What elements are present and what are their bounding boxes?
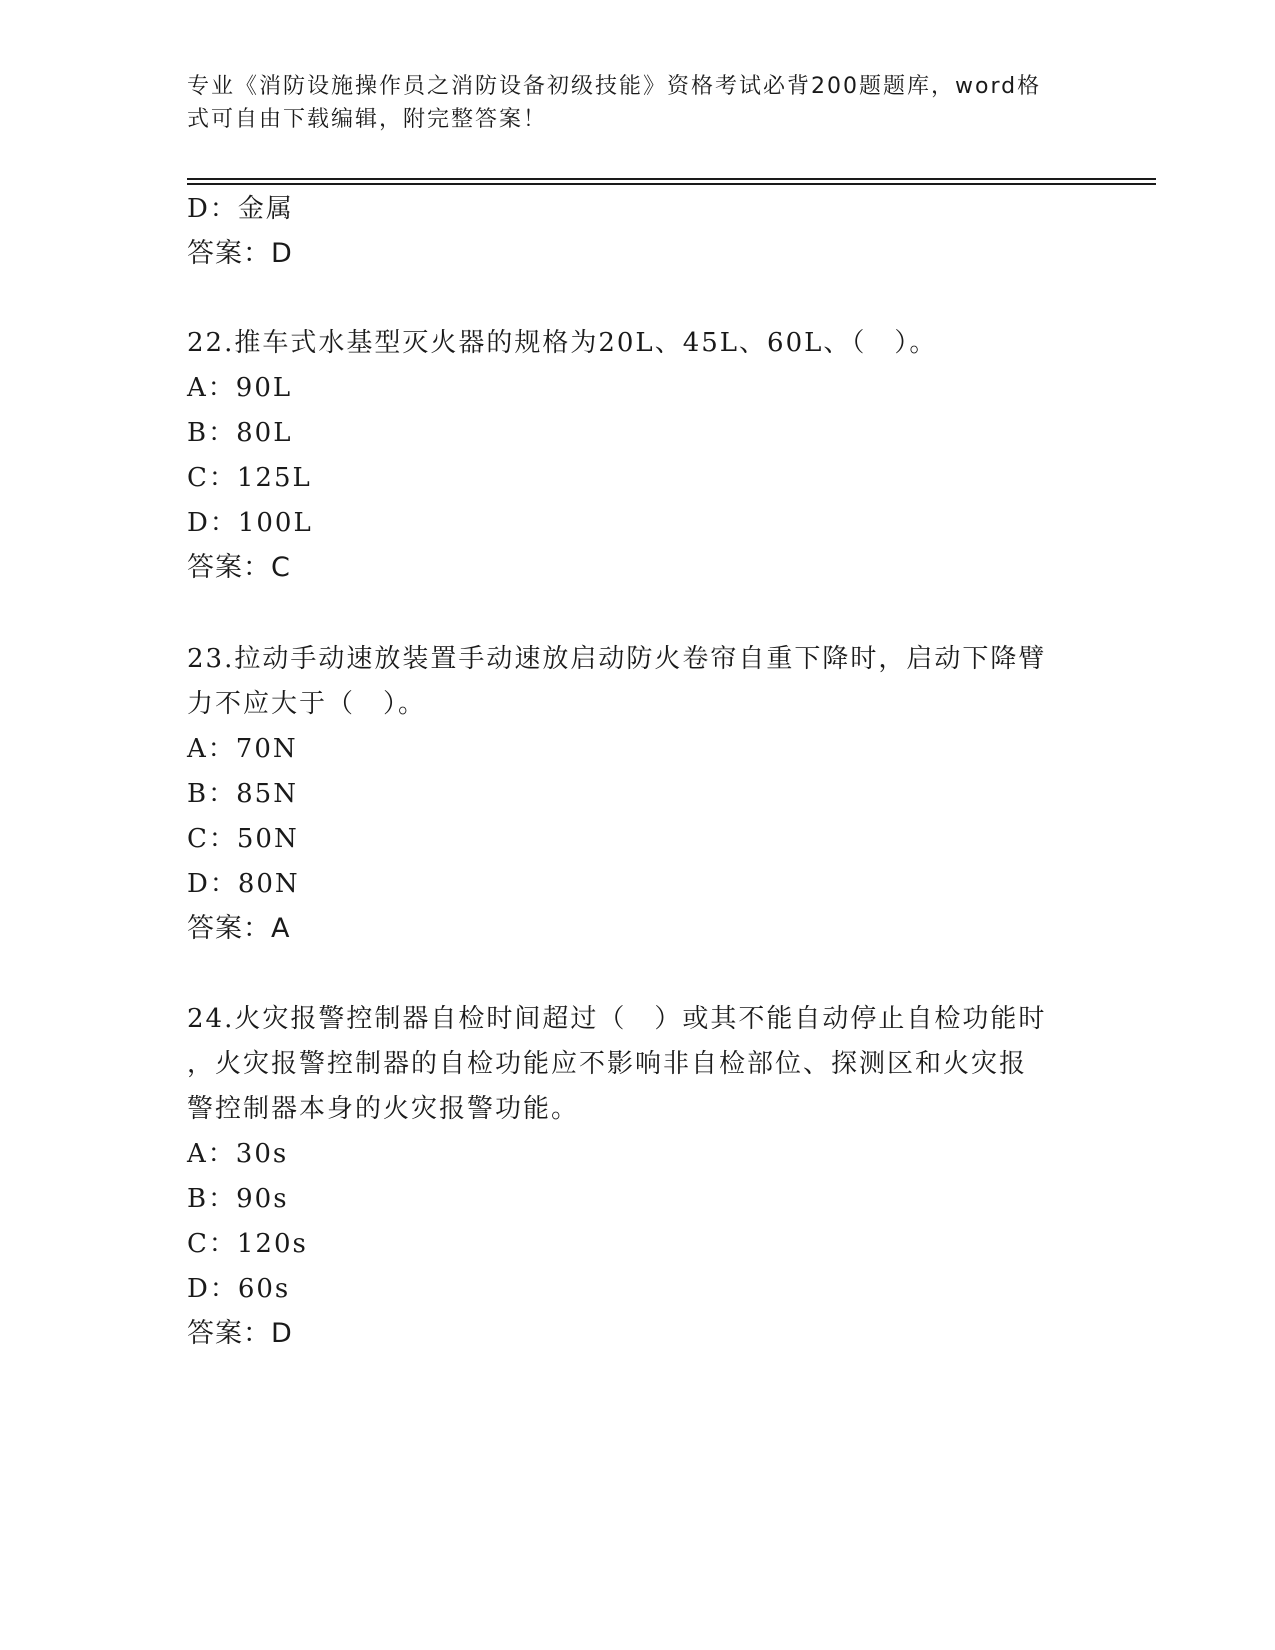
header-line-1: 专业《消防设施操作员之消防设备初级技能》资格考试必背200题题库，word格 [187,74,1042,99]
option-line: C：120s [187,1229,308,1259]
question-line: 力不应大于（ ）。 [187,689,427,719]
answer-line: 答案：C [187,552,291,583]
option-line: D：100L [187,508,313,538]
option-line: A：30s [187,1139,289,1169]
option-line: A：90L [187,373,293,403]
question-line: 23.拉动手动速放装置手动速放启动防火卷帘自重下降时，启动下降臂 [187,644,1047,674]
answer-line: 答案：D [187,238,293,269]
header-divider-bottom [187,183,1156,185]
answer-line: 答案：A [187,913,291,944]
option-line: B：90s [187,1184,289,1214]
option-line: D：60s [187,1274,291,1304]
question-line: 22.推车式水基型灭火器的规格为20L、45L、60L、（ ）。 [187,328,938,358]
page-header [187,70,1087,136]
question-line: 24.火灾报警控制器自检时间超过（ ）或其不能自动停止自检功能时 [187,1004,1047,1034]
header-divider-top [187,178,1156,180]
question-line: 警控制器本身的火灾报警功能。 [187,1094,580,1124]
question-line: ，火灾报警控制器的自检功能应不影响非自检部位、探测区和火灾报 [187,1049,1028,1079]
option-line: D：金属 [187,194,294,224]
option-line: A：70N [187,734,298,764]
header-line-2: 式可自由下载编辑，附完整答案！ [187,107,548,132]
option-line: C：125L [187,463,312,493]
answer-line: 答案：D [187,1318,293,1349]
option-line: B：85N [187,779,298,809]
option-line: D：80N [187,869,300,899]
option-line: B：80L [187,418,293,448]
option-line: C：50N [187,824,299,854]
